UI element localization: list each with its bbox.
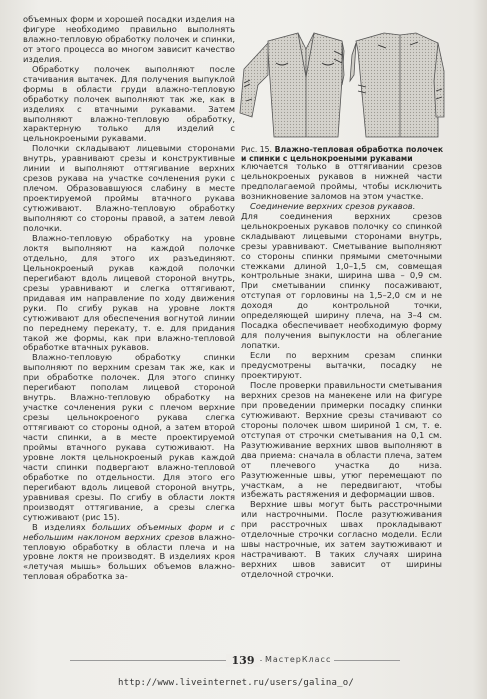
paragraph-tail: влажно-тепловую обработку в области плеча и на уровне локтя не производят. В изделиях кроя «летучая мышь» больших объемов влажно-тепловая обработка за- xyxy=(23,531,235,582)
paragraph: Для соединения верхних срезов цельнокроеных рукавов полочку со спинкой складывают лицевыми сторонами внутрь, срезы уравнивают. Сметывание выполняют со стороны спинки прямыми сметочными стежками длиной 1,0–1,5 см, совмещая контрольные знаки, ширина шва – 0,9 см. При сметывании спинку посаживают, отступая от горловины на 1,5–2,0 см и не доходя до контрольной точки, определяющей ширину плеча, на 3–4 см. Посадка обеспечивает необходимую форму для получения выпуклости на облегание лопатки. xyxy=(241,210,442,351)
paragraph: Влажно-тепловую обработку на уровне локтя выполняют на каждой полочке отдельно, для этого их разъединяют. Цельнокроеный рукав каждой полочки перегибают вдоль лицевой стороной внутрь, срезы уравнивают и слегка оттягивают, придавая им направление по ходу движения руки. По сгибу рукав на уровне локтя сутюживают для обеспечения вогнутой линии по переднему перекату, т. е. для придания такой же формы, как при влажно-тепловой обработке втачных рукавов. xyxy=(23,232,235,353)
source-watermark: http://www.liveinternet.ru/users/galina_o/ xyxy=(118,678,354,688)
paragraph xyxy=(23,523,235,583)
paragraph-emphasis: больших объемных форм и с небольшим наклоном верхних срезов xyxy=(23,521,235,542)
footer-brand: МастерКласс xyxy=(262,655,334,664)
right-text-column xyxy=(241,162,442,580)
paragraph: ключается только в оттягивании срезов цельнокроеных рукавов в нижней части предполагаемой проймы, чтобы исключить возникновение заломов на этом участке. xyxy=(241,161,442,201)
left-text-column xyxy=(23,15,235,582)
section-subheading: Соединение верхних срезов рукавов. xyxy=(250,200,416,211)
paragraph: Влажно-тепловую обработку спинки выполняют по верхним срезам так же, как и при обработке полочек. Для этого спинку перегибают пополам лицевой стороной внутрь. Влажно-тепловую обработку на участке сочленения руки с плечом верхние срезы цельнокроеного рукава слегка оттягивают со стороны одной, а затем второй части спинки, а в месте проектируемой проймы втачного рукава сутюживают. На уровне локтя цельнокроеный рукав каждой части спинки подвергают влажно-тепловой обработке по отдельности. Для этого его перегибают вдоль лицевой стороной внутрь, уравнивая срезы. По сгибу в области локтя производят оттягивание, а срезы слегка сутюживают (рис 15). xyxy=(23,352,235,522)
paragraph: Если по верхним срезам спинки предусмотрены вытачки, посадку не проектируют. xyxy=(241,350,442,381)
paragraph: Полочки складывают лицевыми сторонами внутрь, уравнивают срезы и конструктивные линии и выполняют оттягивание верхних срезов рукава на участке сочленения руки с плечом. Образовавшуюся слабину в месте проектируемой проймы втачного рукава сутюживают. Влажно-тепловую обработку выполняют со стороны правой, а затем левой полочки. xyxy=(23,143,235,234)
paragraph: Обработку полочек выполняют после стачивания вытачек. Для получения выпуклой формы в области груди влажно-тепловую обработку полочек выполняют так же, как в изделиях с втачными рукавами. Затем выполняют влажно-тепловую обработку, характерную только для изделий с цельнокроеными рукавами. xyxy=(23,63,235,144)
back-panel-drawing xyxy=(350,33,444,137)
page-number: 139 xyxy=(226,654,260,667)
page-edge xyxy=(473,0,487,699)
paragraph: Верхние швы могут быть расстрочными или настрочными. После разутюживания при расстрочных швах прокладывают отделочные строчки согласно модели. Если швы настрочные, их затем заутюживают и настрачивают. В таких случаях ширина верхних швов зависит от ширины отделочной строчки. xyxy=(241,499,442,580)
caption-text: Влажно-тепловая обработка полочек и спинки с цельнокроеными рукавами xyxy=(241,145,444,163)
caption-number: Рис. 15. xyxy=(241,145,272,154)
figure-15 xyxy=(238,15,446,145)
paragraph: После проверки правильности сметывания верхних срезов на манекене или на фигуре при проведении примерки посадку спинки сутюживают. Верхние срезы стачивают со стороны полочек швом шириной 1 см, т. е. отступая от строчки сметывания на 0,1 см. Разутюживание верхних швов выполняют в два приема: сначала в области плеча, затем от плечевого участка до низа. Разутюженные швы, утюг перемещают по участкам, а не передвигают, чтобы избежать растяжения и деформации швов. xyxy=(241,379,442,500)
garment-illustration xyxy=(238,15,446,145)
paragraph: объемных форм и хорошей посадки изделия на фигуре необходимо правильно выполнять влажно-тепловую обработку полочек и спинки, от этого процесса во многом зависит качество изделия. xyxy=(23,14,235,64)
front-panel-drawing xyxy=(240,33,344,137)
paragraph-lead: В изделиях xyxy=(32,521,93,532)
